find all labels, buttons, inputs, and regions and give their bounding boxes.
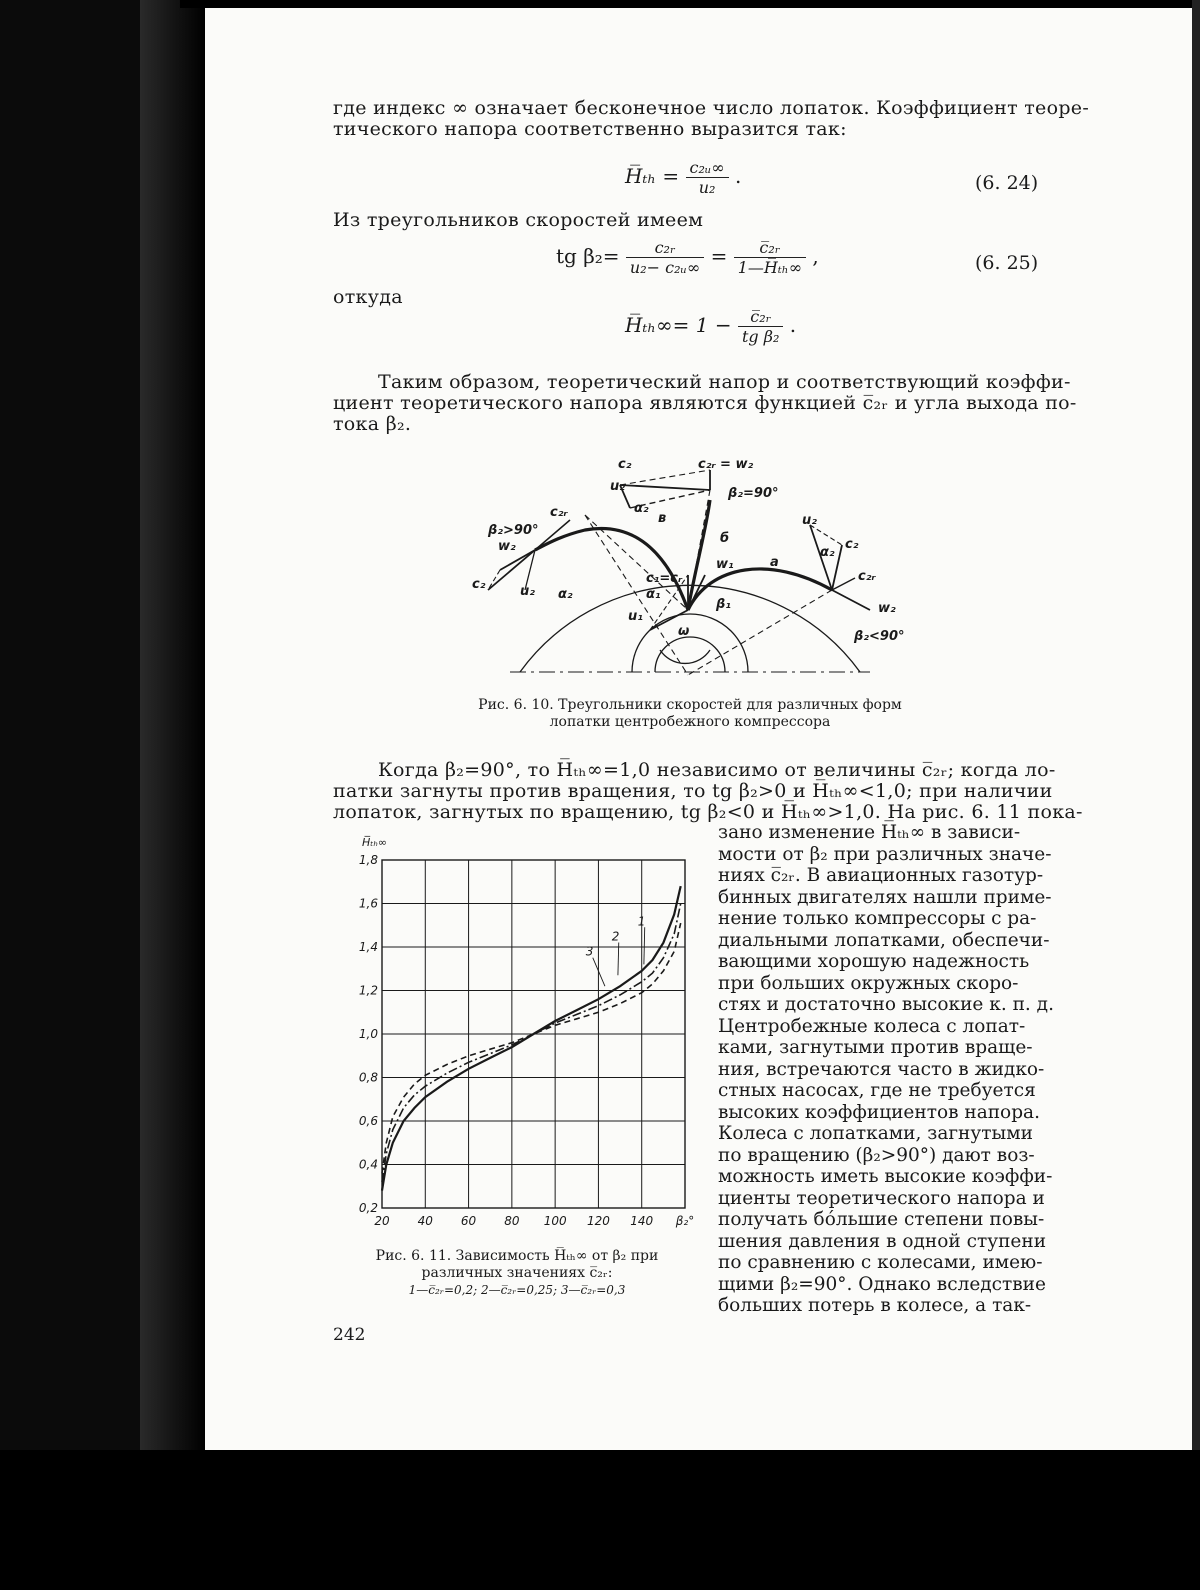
text-line: больших потерь в колесе, а так- [718, 1295, 1032, 1316]
fraction-numerator: c̅₂ᵣ [734, 238, 806, 258]
equation-tail: . [734, 164, 742, 188]
y-tick-label: 1,2 [358, 983, 378, 998]
fraction-denominator: u₂ [698, 178, 716, 197]
fraction-numerator: c₂ᵣ [626, 238, 704, 258]
x-tick-label: 20 [374, 1214, 390, 1228]
diagram-label: α₂ [820, 545, 835, 560]
x-tick-label: 80 [504, 1214, 520, 1228]
x-tick-label: 140 [630, 1214, 654, 1228]
equation-fraction [734, 238, 806, 277]
text-line: зано изменение H̅ₜₕ∞ в зависи- [718, 822, 1021, 843]
diagram-label: β₁ [716, 597, 731, 612]
diagram-label: u₂ [520, 584, 535, 599]
diagram-label: w₂ [878, 601, 896, 616]
diagram-label: c₂ [618, 457, 632, 472]
diagram-label: б [720, 531, 730, 546]
y-tick-label: 1,0 [358, 1027, 378, 1041]
x-tick-label: 100 [543, 1214, 567, 1228]
fraction-numerator: c₂ᵤ∞ [686, 158, 729, 178]
right-column-text [718, 822, 1054, 1317]
figure-6-10-caption [455, 697, 925, 731]
y-tick-label: 0,2 [358, 1201, 378, 1215]
diagram-label: α₁ [646, 587, 661, 602]
text-line: по вращению (β₂>90°) дают воз- [718, 1144, 1035, 1166]
diagram-label: w₂ [498, 539, 516, 554]
text-line: откуда [333, 286, 403, 308]
curve-label: 3 [585, 944, 594, 959]
text-line: при больших окружных скоро- [718, 972, 1019, 994]
figure-6-11-chart [340, 830, 700, 1240]
whence-line [333, 287, 533, 308]
diagram-label: u₁ [628, 609, 643, 624]
text-line: по сравнению с колесами, имею- [718, 1252, 1043, 1273]
text-line: можность иметь высокие коэффи- [718, 1166, 1053, 1187]
text-line: циенты теоретического напора и [718, 1187, 1045, 1209]
equation-lhs: tg β₂= [556, 244, 620, 268]
text-line: ками, загнутыми против враще- [718, 1037, 1033, 1058]
equation-fraction [626, 238, 704, 277]
diagram-label: u₂ [610, 479, 625, 494]
diagram-label: c₁=cᵣ [646, 571, 683, 586]
text-line: Таким образом, теоретический напор и соответствующий коэффи- [378, 371, 1071, 393]
text-line: лопаток, загнутых по вращению, tg β₂<0 и H̅ₜₕ∞>1,0. На рис. 6. 11 пока- [333, 801, 1083, 823]
equation-fraction [686, 158, 729, 197]
equation-fraction [738, 307, 783, 346]
equation-number: (6. 25) [975, 252, 1039, 274]
series-line-1 [382, 886, 681, 1191]
equation-h-th-inf [625, 307, 796, 346]
scan-edge-left [140, 0, 205, 1450]
y-axis-label: H̅ₜₕ∞ [362, 836, 388, 849]
diagram-label: в [658, 511, 667, 526]
fraction-denominator: u₂− c₂ᵤ∞ [629, 258, 701, 277]
equation-tail: . [789, 313, 797, 337]
text-line: тического напора соответственно выразится так: [333, 118, 847, 140]
series-line-2 [382, 904, 681, 1182]
text-line: ния, встречаются часто в жидко- [718, 1058, 1045, 1080]
diagram-label: c₂ᵣ [550, 505, 568, 520]
diagram-label: c₂ [845, 537, 859, 552]
caption-line: различных значениях c̅₂ᵣ: [421, 1265, 613, 1281]
text-line: мости от β₂ при различных значе- [718, 843, 1052, 865]
y-tick-label: 0,6 [358, 1114, 378, 1128]
curve-label: 1 [637, 914, 646, 929]
text-line: стных насосах, где не требуется [718, 1080, 1036, 1101]
diagram-label: β₂=90° [728, 486, 779, 501]
x-tick-label: β₂° [675, 1214, 695, 1228]
equation-lhs: H̅ₜₕ∞= 1 − [625, 313, 732, 337]
scan-shadow-top [180, 0, 1200, 8]
caption-line: Рис. 6. 10. Треугольники скоростей для различных форм [478, 697, 902, 713]
diagram-label: β₂<90° [854, 629, 905, 644]
text-line: Колеса с лопатками, загнутыми [718, 1123, 1033, 1144]
text-line: ниях c̅₂ᵣ. В авиационных газотур- [718, 865, 1044, 886]
text-line: Центробежные колеса с лопат- [718, 1015, 1026, 1037]
y-tick-label: 1,6 [358, 896, 378, 911]
equation-equals: = [710, 244, 728, 268]
y-tick-label: 0,8 [358, 1070, 378, 1085]
fraction-denominator: tg β₂ [742, 327, 780, 346]
rotation-arrow [660, 650, 710, 663]
equation-lhs: H̅ₜₕ = [625, 164, 680, 188]
curve-label-leader [644, 927, 645, 964]
y-tick-label: 0,4 [358, 1157, 378, 1172]
x-tick-label: 40 [417, 1214, 433, 1228]
caption-line: лопатки центробежного компрессора [549, 714, 831, 730]
equation-6-25 [556, 238, 819, 277]
equation-tail: , [812, 244, 819, 268]
text-line: стях и достаточно высокие к. п. д. [718, 994, 1054, 1015]
equation-6-24 [625, 158, 741, 197]
text-line: патки загнуты против вращения, то tg β₂>0 и H̅ₜₕ∞<1,0; при наличии [333, 780, 1053, 802]
hub-inner-arc [655, 637, 725, 672]
figure-6-11-caption [342, 1248, 692, 1299]
text-line: получать бóльшие степени повы- [718, 1209, 1045, 1230]
caption-line: Рис. 6. 11. Зависимость H̅ₜₕ∞ от β₂ при [375, 1248, 659, 1264]
diagram-label: α₂ [558, 587, 573, 602]
text-line: бинных двигателях нашли приме- [718, 886, 1052, 908]
fraction-numerator: c̅₂ᵣ [738, 307, 783, 327]
intro-paragraph [333, 97, 1090, 140]
series-line-3 [382, 923, 681, 1173]
text-line: вающими хорошую надежность [718, 951, 1030, 972]
scan-shadow-bottom [0, 1450, 1200, 1590]
diagram-label: а [770, 555, 779, 570]
text-line: диальными лопатками, обеспечи- [718, 929, 1050, 951]
text-line: циент теоретического напора являются функцией c̅₂ᵣ и угла выхода по- [333, 392, 1077, 414]
beta-discussion-paragraph [333, 759, 1083, 823]
text-line: щими β₂=90°. Однако вследствие [718, 1273, 1046, 1295]
fraction-denominator: 1—H̅ₜₕ∞ [737, 258, 803, 277]
caption-line: 1—c̅₂ᵣ=0,2; 2—c̅₂ᵣ=0,25; 3—c̅₂ᵣ=0,3 [408, 1283, 626, 1297]
y-tick-label: 1,8 [358, 853, 378, 867]
text-line: тока β₂. [333, 413, 412, 435]
page-number: 242 [333, 1325, 366, 1345]
equation-number: (6. 24) [975, 172, 1039, 194]
diagram-label: c₂ [472, 577, 486, 592]
diagram-label: β₂>90° [488, 523, 539, 538]
diagram-label: α₂ [634, 501, 649, 516]
summary-paragraph [333, 371, 1077, 435]
diagram-label: ω [678, 624, 690, 639]
text-line: Из треугольников скоростей имеем [333, 209, 704, 231]
text-line: нение только компрессоры с ра- [718, 908, 1037, 929]
diagram-label: u₂ [802, 513, 817, 528]
x-tick-label: 120 [586, 1214, 610, 1228]
figure-6-10-diagram [470, 450, 940, 680]
diagram-label: w₁ [716, 557, 734, 572]
text-line: где индекс ∞ означает бесконечное число лопаток. Коэффициент теоре- [333, 97, 1090, 119]
curve-label: 2 [611, 929, 620, 944]
triangles-line [333, 210, 833, 231]
x-tick-label: 60 [460, 1214, 477, 1228]
text-line: высоких коэффициентов напора. [718, 1101, 1040, 1123]
blade-a [688, 569, 832, 610]
diagram-label: c₂ᵣ = w₂ [698, 457, 754, 472]
scan-shadow-right [1192, 0, 1200, 1450]
diagram-label: c₂ᵣ [858, 569, 876, 584]
text-line: Когда β₂=90°, то H̅ₜₕ∞=1,0 независимо от величины c̅₂ᵣ; когда ло- [378, 759, 1056, 781]
y-tick-label: 1,4 [358, 940, 378, 954]
text-line: шения давления в одной ступени [718, 1230, 1047, 1252]
